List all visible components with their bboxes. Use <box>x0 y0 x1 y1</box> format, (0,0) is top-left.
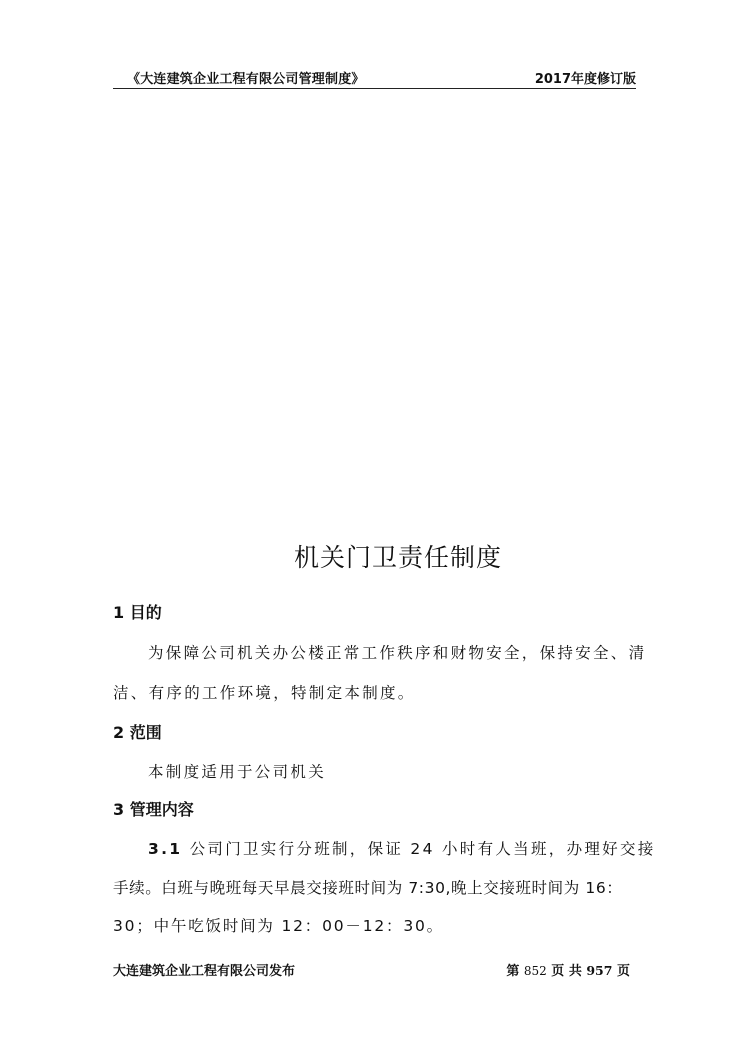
footer-page-suffix: 页 <box>616 964 630 979</box>
header-document-series: 《大连建筑企业工程有限公司管理制度》 <box>127 72 365 87</box>
purpose-paragraph-line-2: 洁、有序的工作环境，特制定本制度。 <box>113 684 416 702</box>
clause-3-1-text: 公司门卫实行分班制，保证 24 小时有人当班，办理好交接 <box>189 840 656 858</box>
footer-page-current: 852 <box>523 964 547 978</box>
footer-page-number <box>506 960 630 979</box>
footer-page-middle: 页 共 <box>551 964 582 979</box>
clause-3-1-line-2: 手续。白班与晚班每天早晨交接班时间为 7:30,晚上交接班时间为 16： <box>113 879 623 897</box>
section-heading-management: 3 管理内容 <box>113 800 194 819</box>
purpose-paragraph-line-1: 为保障公司机关办公楼正常工作秩序和财物安全，保持安全、清 <box>148 644 647 662</box>
clause-3-1-line-1 <box>148 837 656 859</box>
clause-3-1-line-3: 30；中午吃饭时间为 12：00－12：30。 <box>113 917 444 935</box>
section-heading-scope: 2 范围 <box>113 723 162 742</box>
footer-page-total: 957 <box>586 963 613 978</box>
clause-number: 3.1 <box>148 840 183 858</box>
footer-page-prefix: 第 <box>506 964 520 979</box>
section-heading-purpose: 1 目的 <box>113 603 162 622</box>
header-revision: 2017年度修订版 <box>534 72 636 87</box>
footer-publisher: 大连建筑企业工程有限公司发布 <box>113 964 296 979</box>
page-header <box>113 64 636 89</box>
scope-paragraph-line-1: 本制度适用于公司机关 <box>148 763 327 781</box>
document-title: 机关门卫责任制度 <box>293 543 502 572</box>
